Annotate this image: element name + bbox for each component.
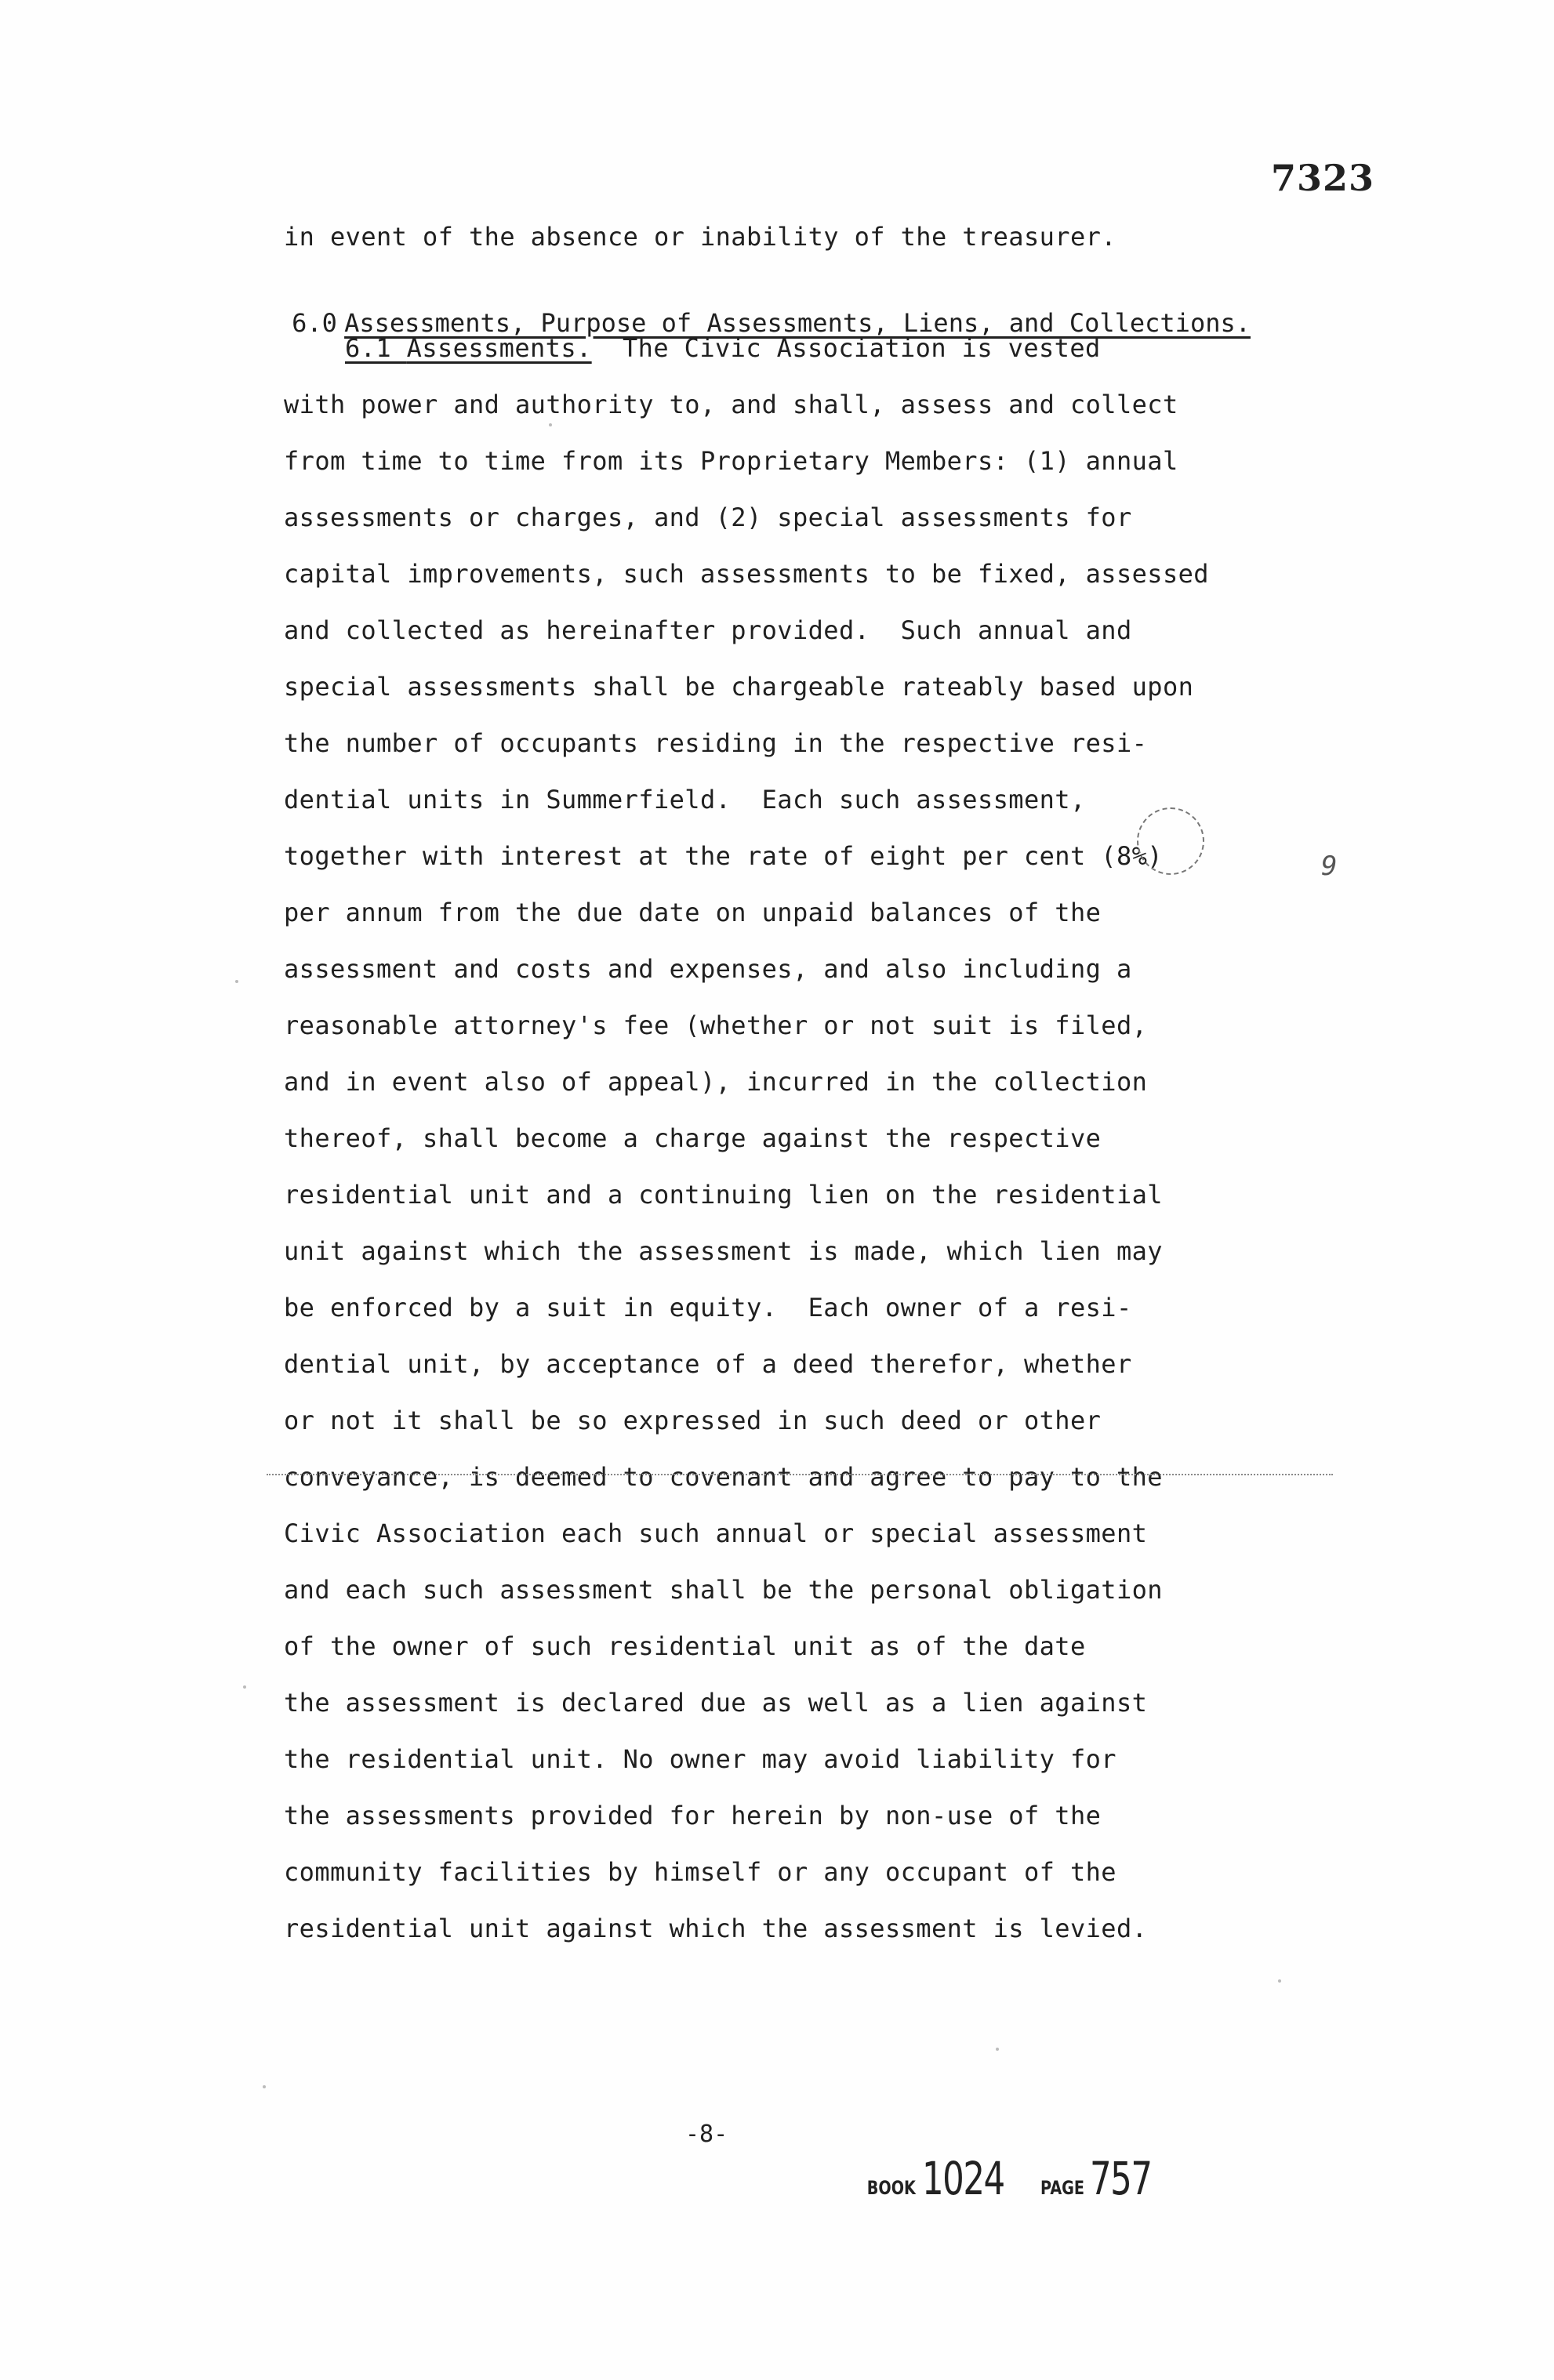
subsection-number: 6.1 <box>345 333 391 363</box>
body-line: and collected as hereinafter provided. Such annual and <box>284 615 1132 645</box>
scan-speck <box>1278 1979 1281 1983</box>
page-label: PAGE <box>1040 2177 1085 2199</box>
handwritten-circle-mark <box>1137 807 1204 875</box>
body-line: residential unit and a continuing lien on the residential <box>284 1180 1163 1210</box>
body-line: thereof, shall become a charge against the respective <box>284 1123 1102 1153</box>
body-line: unit against which the assessment is made, which lien may <box>284 1236 1163 1266</box>
body-line: residential unit against which the assessment is levied. <box>284 1914 1148 1943</box>
body-line: the number of occupants residing in the respective resi- <box>284 728 1148 758</box>
scan-artifact-rule <box>267 1474 1333 1475</box>
body-line: of the owner of such residential unit as of the date <box>284 1631 1086 1661</box>
scan-speck <box>243 1685 246 1689</box>
scan-speck <box>996 2048 999 2051</box>
body-line: the assessment is declared due as well as a lien against <box>284 1688 1148 1718</box>
body-line: assessments or charges, and (2) special assessments for <box>284 502 1132 532</box>
body-line: conveyance, is deemed to covenant and agree to pay to the <box>284 1462 1163 1492</box>
body-line: per annum from the due date on unpaid balances of the <box>284 898 1102 927</box>
body-line: community facilities by himself or any occupant of the <box>284 1857 1116 1887</box>
section-number: 6.0 <box>292 308 337 338</box>
body-line: the assessments provided for herein by non-use of the <box>284 1801 1102 1830</box>
book-label: BOOK <box>866 2177 916 2199</box>
scan-speck <box>263 2085 266 2088</box>
page-number: -8- <box>685 2121 728 2148</box>
body-line: reasonable attorney's fee (whether or not suit is filed, <box>284 1010 1148 1040</box>
scan-speck <box>235 980 238 983</box>
page-value: 757 <box>1090 2152 1153 2205</box>
section-title: Assessments, Purpose of Assessments, Liens, and Collections. <box>344 308 1251 338</box>
book-number: 1024 <box>921 2152 1004 2205</box>
body-line: with power and authority to, and shall, assess and collect <box>284 390 1178 419</box>
stamp-number: 7323 <box>1271 157 1375 199</box>
body-line: be enforced by a suit in equity. Each owner of a resi- <box>284 1293 1132 1322</box>
body-line: assessment and costs and expenses, and also including a <box>284 954 1132 984</box>
body-line: or not it shall be so expressed in such deed or other <box>284 1406 1102 1435</box>
body-line: Civic Association each such annual or special assessment <box>284 1518 1148 1548</box>
body-line: the residential unit. No owner may avoid liability for <box>284 1744 1116 1774</box>
text-line: in event of the absence or inability of the treasurer. <box>284 222 1116 252</box>
body-line: capital improvements, such assessments to be fixed, assessed <box>284 559 1209 589</box>
subsection-first-line <box>345 332 1101 364</box>
body-line: and in event also of appeal), incurred in the collection <box>284 1067 1148 1097</box>
body-line: together with interest at the rate of eight per cent (8%) <box>284 841 1163 871</box>
body-line: dential units in Summerfield. Each such assessment, <box>284 785 1086 814</box>
body-line: special assessments shall be chargeable rateably based upon <box>284 672 1194 702</box>
body-line: and each such assessment shall be the personal obligation <box>284 1575 1163 1605</box>
scan-speck <box>549 423 552 426</box>
subsection-heading: Assessments. <box>406 333 592 363</box>
subsection-first-line-text: The Civic Association is vested <box>623 333 1101 363</box>
book-page-reference <box>861 2152 1172 2205</box>
margin-mark: 9 <box>1321 851 1338 882</box>
body-line: from time to time from its Proprietary Members: (1) annual <box>284 446 1178 476</box>
body-line: dential unit, by acceptance of a deed therefor, whether <box>284 1349 1132 1379</box>
